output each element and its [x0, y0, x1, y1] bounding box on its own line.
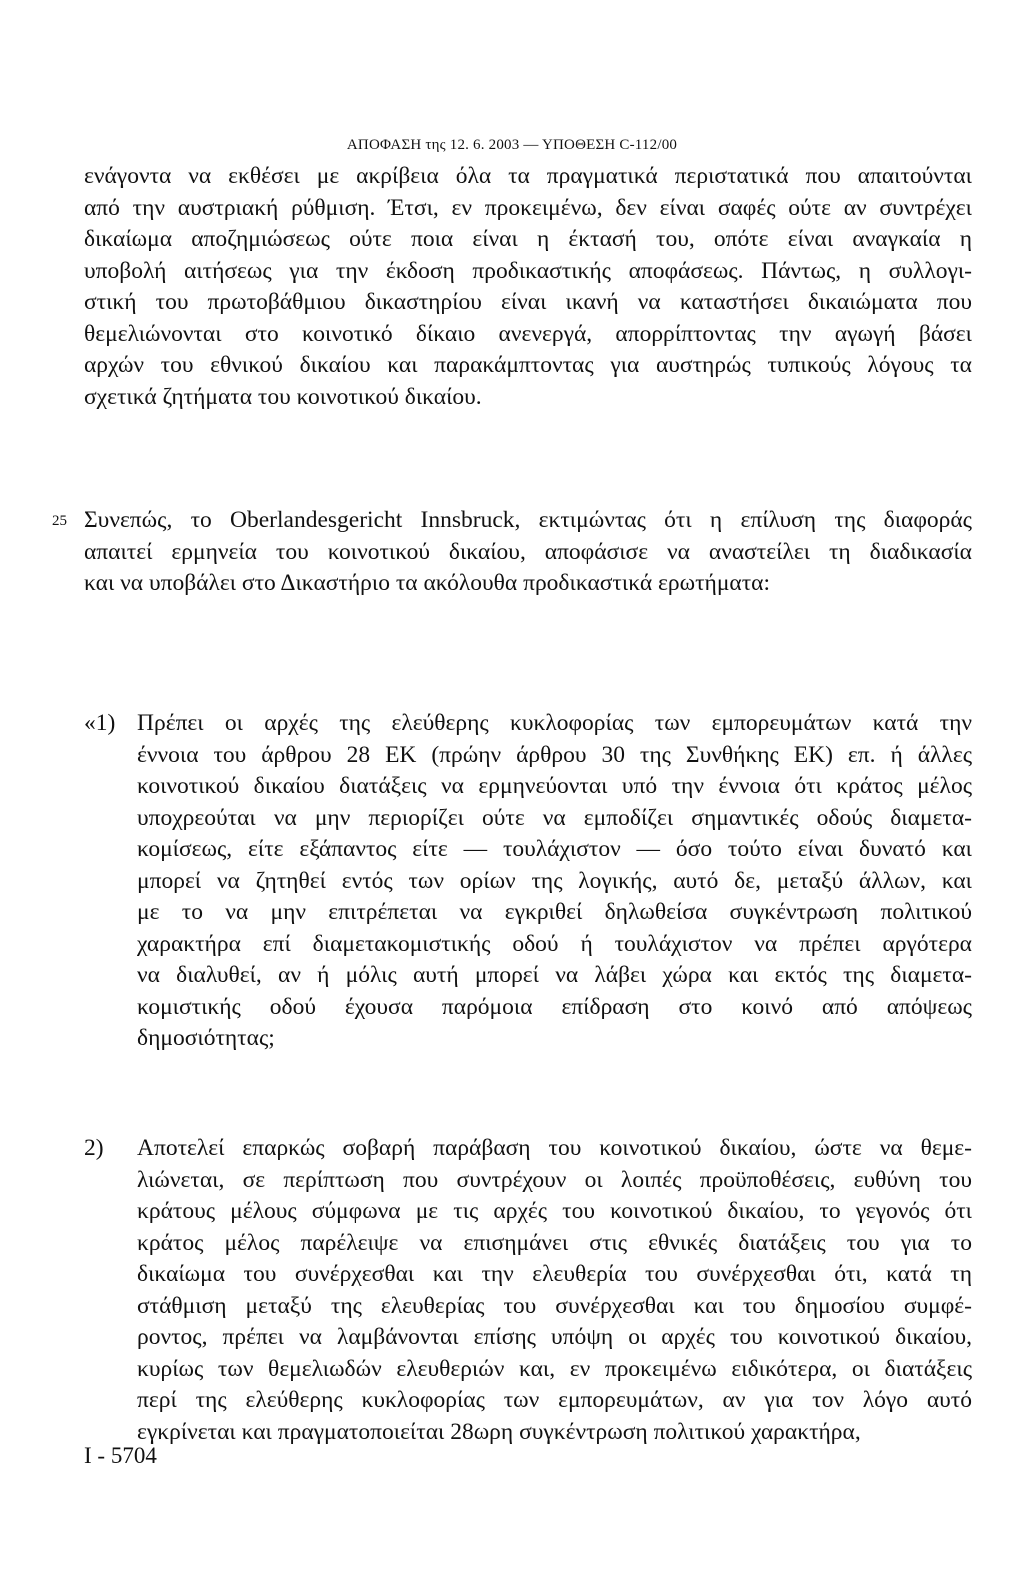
text-line: ενάγοντα να εκθέσει με ακρίβεια όλα τα πραγματικά περιστατικά που απαιτούνται — [84, 163, 972, 189]
text-line: δημοσιότητας; — [137, 1025, 275, 1051]
text-line: Αποτελεί επαρκώς σοβαρή παράβαση του κοινοτικού δικαίου, ώστε να θεμε- — [137, 1135, 972, 1161]
paragraph-25 — [84, 505, 972, 600]
text-line: και να υποβάλει στο Δικαστήριο τα ακόλουθα προδικαστικά ερωτήματα: — [84, 570, 771, 596]
text-line: θεμελιώνονται στο κοινοτικό δίκαιο ανενεργά, απορρίπτοντας την αγωγή βάσει — [84, 320, 972, 347]
text-line: ροντος, πρέπει να λαμβάνονται επίσης υπόψη οι αρχές του κοινοτικού δικαίου, — [137, 1324, 972, 1350]
intro-paragraph — [84, 161, 972, 413]
question-2-text — [137, 1133, 972, 1448]
text-line: λιώνεται, σε περίπτωση που συντρέχουν οι λοιπές προϋποθέσεις, ευθύνη του — [137, 1166, 972, 1193]
question-1-text — [137, 708, 972, 1055]
text-line: μπορεί να ζητηθεί εντός των ορίων της λογικής, αυτό δε, μεταξύ άλλων, και — [137, 867, 972, 894]
running-header: ΑΠΟΦΑΣΗ της 12. 6. 2003 — ΥΠΟΘΕΣΗ C-112/00 — [346, 137, 678, 153]
text-line: υποχρεούται να μην περιορίζει ούτε να εμποδίζει σημαντικές οδούς διαμετα- — [137, 804, 972, 831]
text-line: Συνεπώς, το Oberlandesgericht Innsbruck, εκτιμώντας ότι η επίλυση της διαφοράς — [84, 507, 972, 533]
text-line: έννοια του άρθρου 28 ΕΚ (πρώην άρθρου 30 της Συνθήκης ΕΚ) επ. ή άλλες — [137, 741, 972, 768]
paragraph-number: 25 — [52, 513, 67, 529]
page-number: I - 5704 — [84, 1443, 157, 1468]
text-line: σχετικά ζητήματα του κοινοτικού δικαίου. — [84, 383, 482, 410]
text-line: περί της ελεύθερης κυκλοφορίας των εμπορευμάτων, αν για τον λόγο αυτό — [137, 1387, 972, 1413]
text-line: από την αυστριακή ρύθμιση. Έτσι, εν προκειμένω, δεν είναι σαφές ούτε αν συντρέχει — [84, 194, 972, 221]
question-1-number: «1) — [84, 710, 116, 736]
text-line: δικαίωμα του συνέρχεσθαι και την ελευθερία του συνέρχεσθαι ότι, κατά τη — [137, 1261, 972, 1287]
text-line: κοινοτικού δικαίου διατάξεις να ερμηνεύονται υπό την έννοια ότι κράτος μέλος — [137, 773, 972, 799]
text-line: Πρέπει οι αρχές της ελεύθερης κυκλοφορίας των εμπορευμάτων κατά την — [137, 710, 972, 736]
text-line: χαρακτήρα επί διαμετακομιστικής οδού ή τουλάχιστον να πρέπει αργότερα — [137, 930, 972, 957]
text-line: κομιστικής οδού έχουσα παρόμοια επίδραση στο κοινό από απόψεως — [137, 993, 972, 1020]
text-line: υποβολή αιτήσεως για την έκδοση προδικαστικής αποφάσεως. Πάντως, η συλλογι- — [84, 257, 972, 284]
text-line: κυρίως των θεμελιωδών ελευθεριών και, εν προκειμένω ειδικότερα, οι διατάξεις — [137, 1355, 972, 1382]
text-line: απαιτεί ερμηνεία του κοινοτικού δικαίου, αποφάσισε να αναστείλει τη διαδικασία — [84, 538, 972, 565]
text-line: δικαίωμα αποζημιώσεως ούτε ποια είναι η έκτασή του, οπότε είναι αναγκαία η — [84, 226, 972, 252]
text-line: να διαλυθεί, αν ή μόλις αυτή μπορεί να λάβει χώρα και εκτός της διαμετα- — [137, 962, 972, 988]
text-line: εγκρίνεται και πραγματοποιείται 28ωρη συγκέντρωση πολιτικού χαρακτήρα, — [137, 1418, 861, 1445]
text-line: κομίσεως, είτε εξάπαντος είτε — τουλάχιστον — όσο τούτο είναι δυνατό και — [137, 836, 972, 862]
text-line: στική του πρωτοβάθμιου δικαστηρίου είναι ικανή να καταστήσει δικαιώματα που — [84, 289, 972, 315]
text-line: κράτους μέλους σύμφωνα με τις αρχές του κοινοτικού δικαίου, το γεγονός ότι — [137, 1198, 972, 1224]
text-line: αρχών του εθνικού δικαίου και παρακάμπτοντας για αυστηρώς τυπικούς λόγους τα — [84, 352, 972, 378]
text-line: με το να μην επιτρέπεται να εγκριθεί δηλωθείσα συγκέντρωση πολιτικού — [137, 899, 972, 925]
question-2-number: 2) — [84, 1135, 104, 1161]
text-line: στάθμιση μεταξύ της ελευθερίας του συνέρχεσθαι και του δημοσίου συμφέ- — [137, 1292, 972, 1319]
text-line: κράτος μέλος παρέλειψε να επισημάνει στις εθνικές διατάξεις του για το — [137, 1229, 972, 1256]
